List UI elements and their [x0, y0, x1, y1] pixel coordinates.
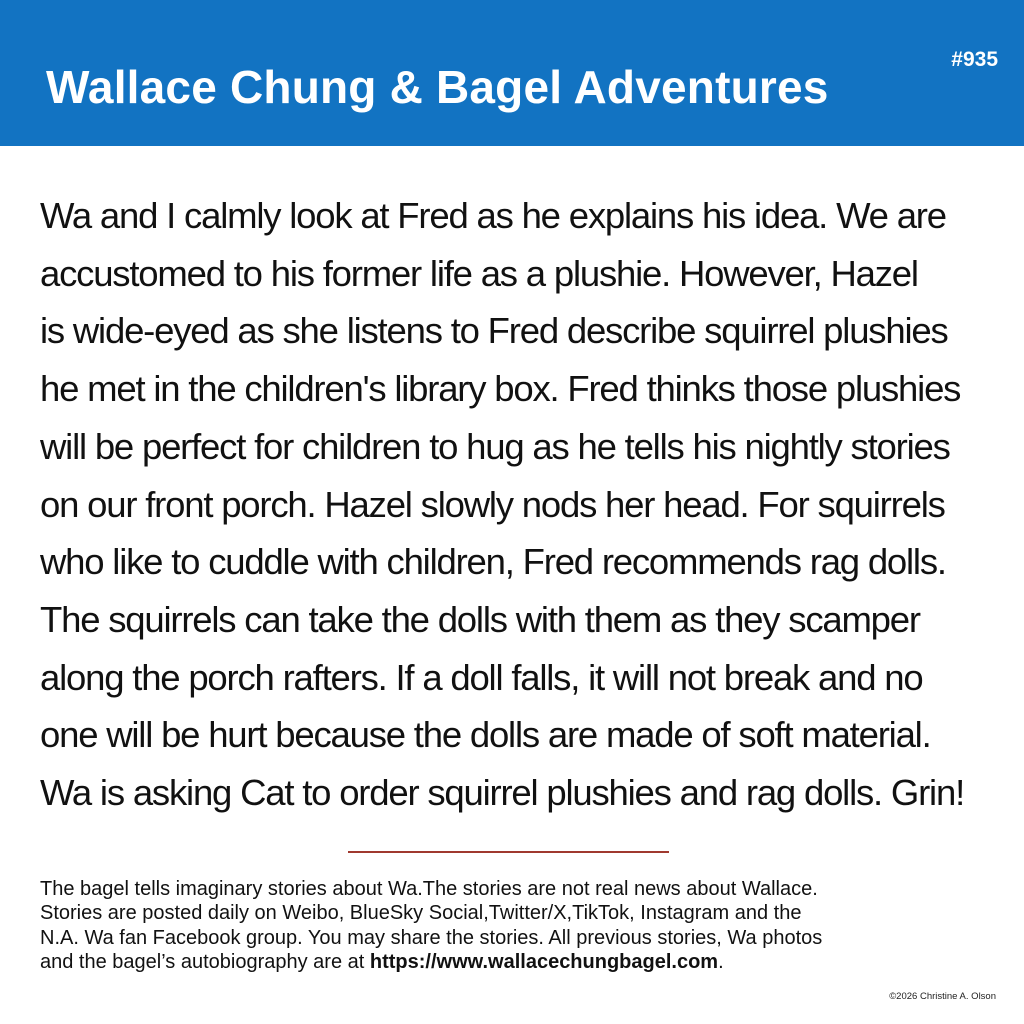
page-title: Wallace Chung & Bagel Adventures — [46, 61, 829, 113]
footer-text: and the bagel’s autobiography are at — [40, 950, 370, 973]
story-text — [40, 187, 1008, 822]
story-line: who like to cuddle with children, Fred recommends rag dolls. — [40, 541, 946, 583]
footer-line: The bagel tells imaginary stories about Wa.The stories are not real news about Wallace. — [40, 878, 818, 900]
episode-number: #935 — [951, 48, 998, 71]
copyright-notice: ©2026 Christine A. Olson — [889, 991, 996, 1002]
story-line: Wa and I calmly look at Fred as he explains his idea. We are — [40, 195, 946, 236]
website-link[interactable]: https://www.wallacechungbagel.com — [369, 950, 719, 973]
story-line: The squirrels can take the dolls with them as they scamper — [40, 598, 920, 640]
story-line: accustomed to his former life as a plushie. However, Hazel — [40, 252, 918, 294]
story-line: will be perfect for children to hug as he tells his nightly stories — [40, 425, 950, 467]
footer-line: N.A. Wa fan Facebook group. You may share the stories. All previous stories, Wa photos — [40, 926, 823, 949]
story-line: one will be hurt because the dolls are made of soft material. — [40, 714, 931, 756]
story-line: is wide-eyed as she listens to Fred describe squirrel plushies — [40, 310, 948, 352]
footer-line: Stories are posted daily on Weibo, BlueSky Social,Twitter/X,TikTok, Instagram and the — [40, 902, 802, 925]
footer-disclaimer — [40, 877, 1010, 974]
story-line: along the porch rafters. If a doll falls, it will not break and no — [40, 656, 923, 698]
footer-period: . — [718, 950, 724, 973]
footer-line-last — [40, 950, 1010, 974]
story-line: on our front porch. Hazel slowly nods her head. For squirrels — [40, 483, 945, 525]
story-line: Wa is asking Cat to order squirrel plushies and rag dolls. Grin! — [40, 772, 965, 814]
header-banner — [0, 0, 1024, 146]
section-divider — [348, 851, 669, 853]
story-line: he met in the children's library box. Fred thinks those plushies — [40, 368, 961, 410]
